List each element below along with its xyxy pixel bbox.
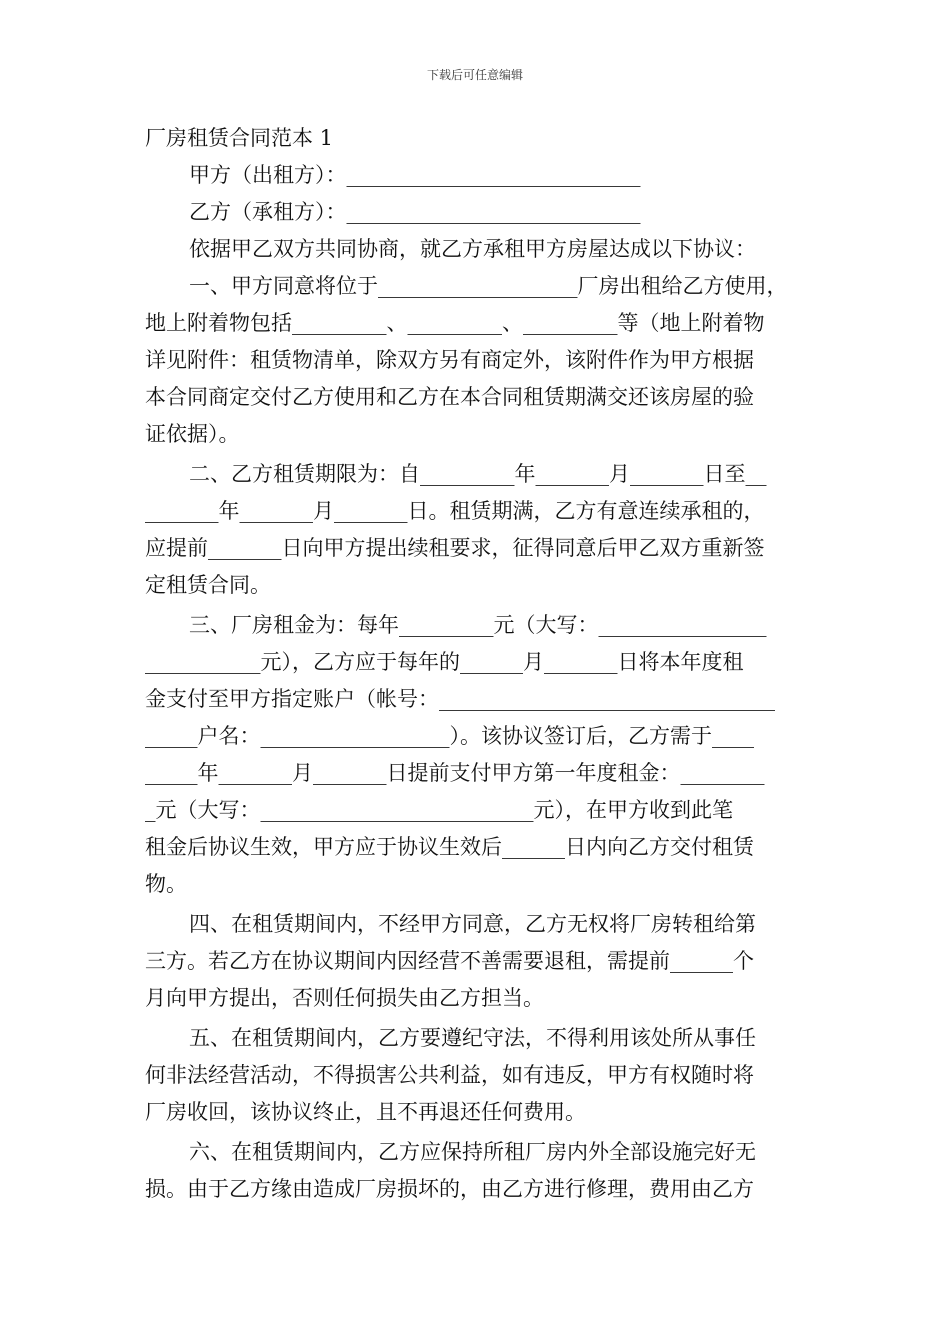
text-line: 地上附着物包括_________、_________、_________等（地上附着物 xyxy=(145,311,765,335)
text-line: 定租赁合同。 xyxy=(145,573,271,597)
text-line: _____年_______月_______日提前支付甲方第一年度租金：________ xyxy=(145,761,765,785)
document-lines xyxy=(145,157,807,1208)
text-line: 四、在租赁期间内，不经甲方同意，乙方无权将厂房转租给第 xyxy=(189,912,756,936)
text-line: 损。由于乙方缘由造成厂房损坏的，由乙方进行修理，费用由乙方 xyxy=(145,1177,754,1201)
text-line: 本合同商定交付乙方使用和乙方在本合同租赁期满交还该房屋的验 xyxy=(145,385,754,409)
text-line: 三方。若乙方在协议期间内因经营不善需要退租，需提前______个 xyxy=(145,949,754,973)
document-title: 厂房租赁合同范本 1 xyxy=(145,126,334,150)
text-line: 一、甲方同意将位于___________________厂房出租给乙方使用， xyxy=(189,274,788,298)
text-line: ___________元），乙方应于每年的______月_______日将本年度租 xyxy=(145,650,744,674)
text-line: 物。 xyxy=(145,872,187,896)
text-line: _元（大写：__________________________元），在甲方收到此笔 xyxy=(145,798,733,822)
text-line: 甲方（出租方）：____________________________ xyxy=(189,163,641,187)
text-line: 五、在租赁期间内，乙方要遵纪守法，不得利用该处所从事任 xyxy=(189,1026,756,1050)
page-header-note: 下载后可任意编辑 xyxy=(426,68,523,82)
text-line: _____户名：__________________）。该协议签订后，乙方需于____ xyxy=(145,724,754,748)
text-line: 六、在租赁期间内，乙方应保持所租厂房内外全部设施完好无 xyxy=(189,1140,756,1164)
text-line: 证依据）。 xyxy=(145,422,240,446)
text-line: 详见附件：租赁物清单，除双方另有商定外，该附件作为甲方根据 xyxy=(145,348,754,372)
text-line: 金支付至甲方指定账户（帐号：________________________________ xyxy=(145,687,775,711)
document-body xyxy=(145,119,807,1208)
text-line: _______年_______月_______日。租赁期满，乙方有意连续承租的， xyxy=(145,499,765,523)
text-line: 三、厂房租金为：每年_________元（大写：________________ xyxy=(189,613,767,637)
text-line: 依据甲乙双方共同协商，就乙方承租甲方房屋达成以下协议： xyxy=(189,237,756,261)
text-line: 应提前_______日向甲方提出续租要求，征得同意后甲乙双方重新签 xyxy=(145,536,765,560)
text-line: 乙方（承租方）：____________________________ xyxy=(189,200,641,224)
text-line: 何非法经营活动，不得损害公共利益，如有违反，甲方有权随时将 xyxy=(145,1063,754,1087)
text-line: 月向甲方提出，否则任何损失由乙方担当。 xyxy=(145,986,544,1010)
text-line: 厂房收回，该协议终止，且不再退还任何费用。 xyxy=(145,1100,586,1124)
text-line: 二、乙方租赁期限为：自_________年_______月_______日至__ xyxy=(189,462,767,486)
text-line: 租金后协议生效，甲方应于协议生效后______日内向乙方交付租赁 xyxy=(145,835,754,859)
